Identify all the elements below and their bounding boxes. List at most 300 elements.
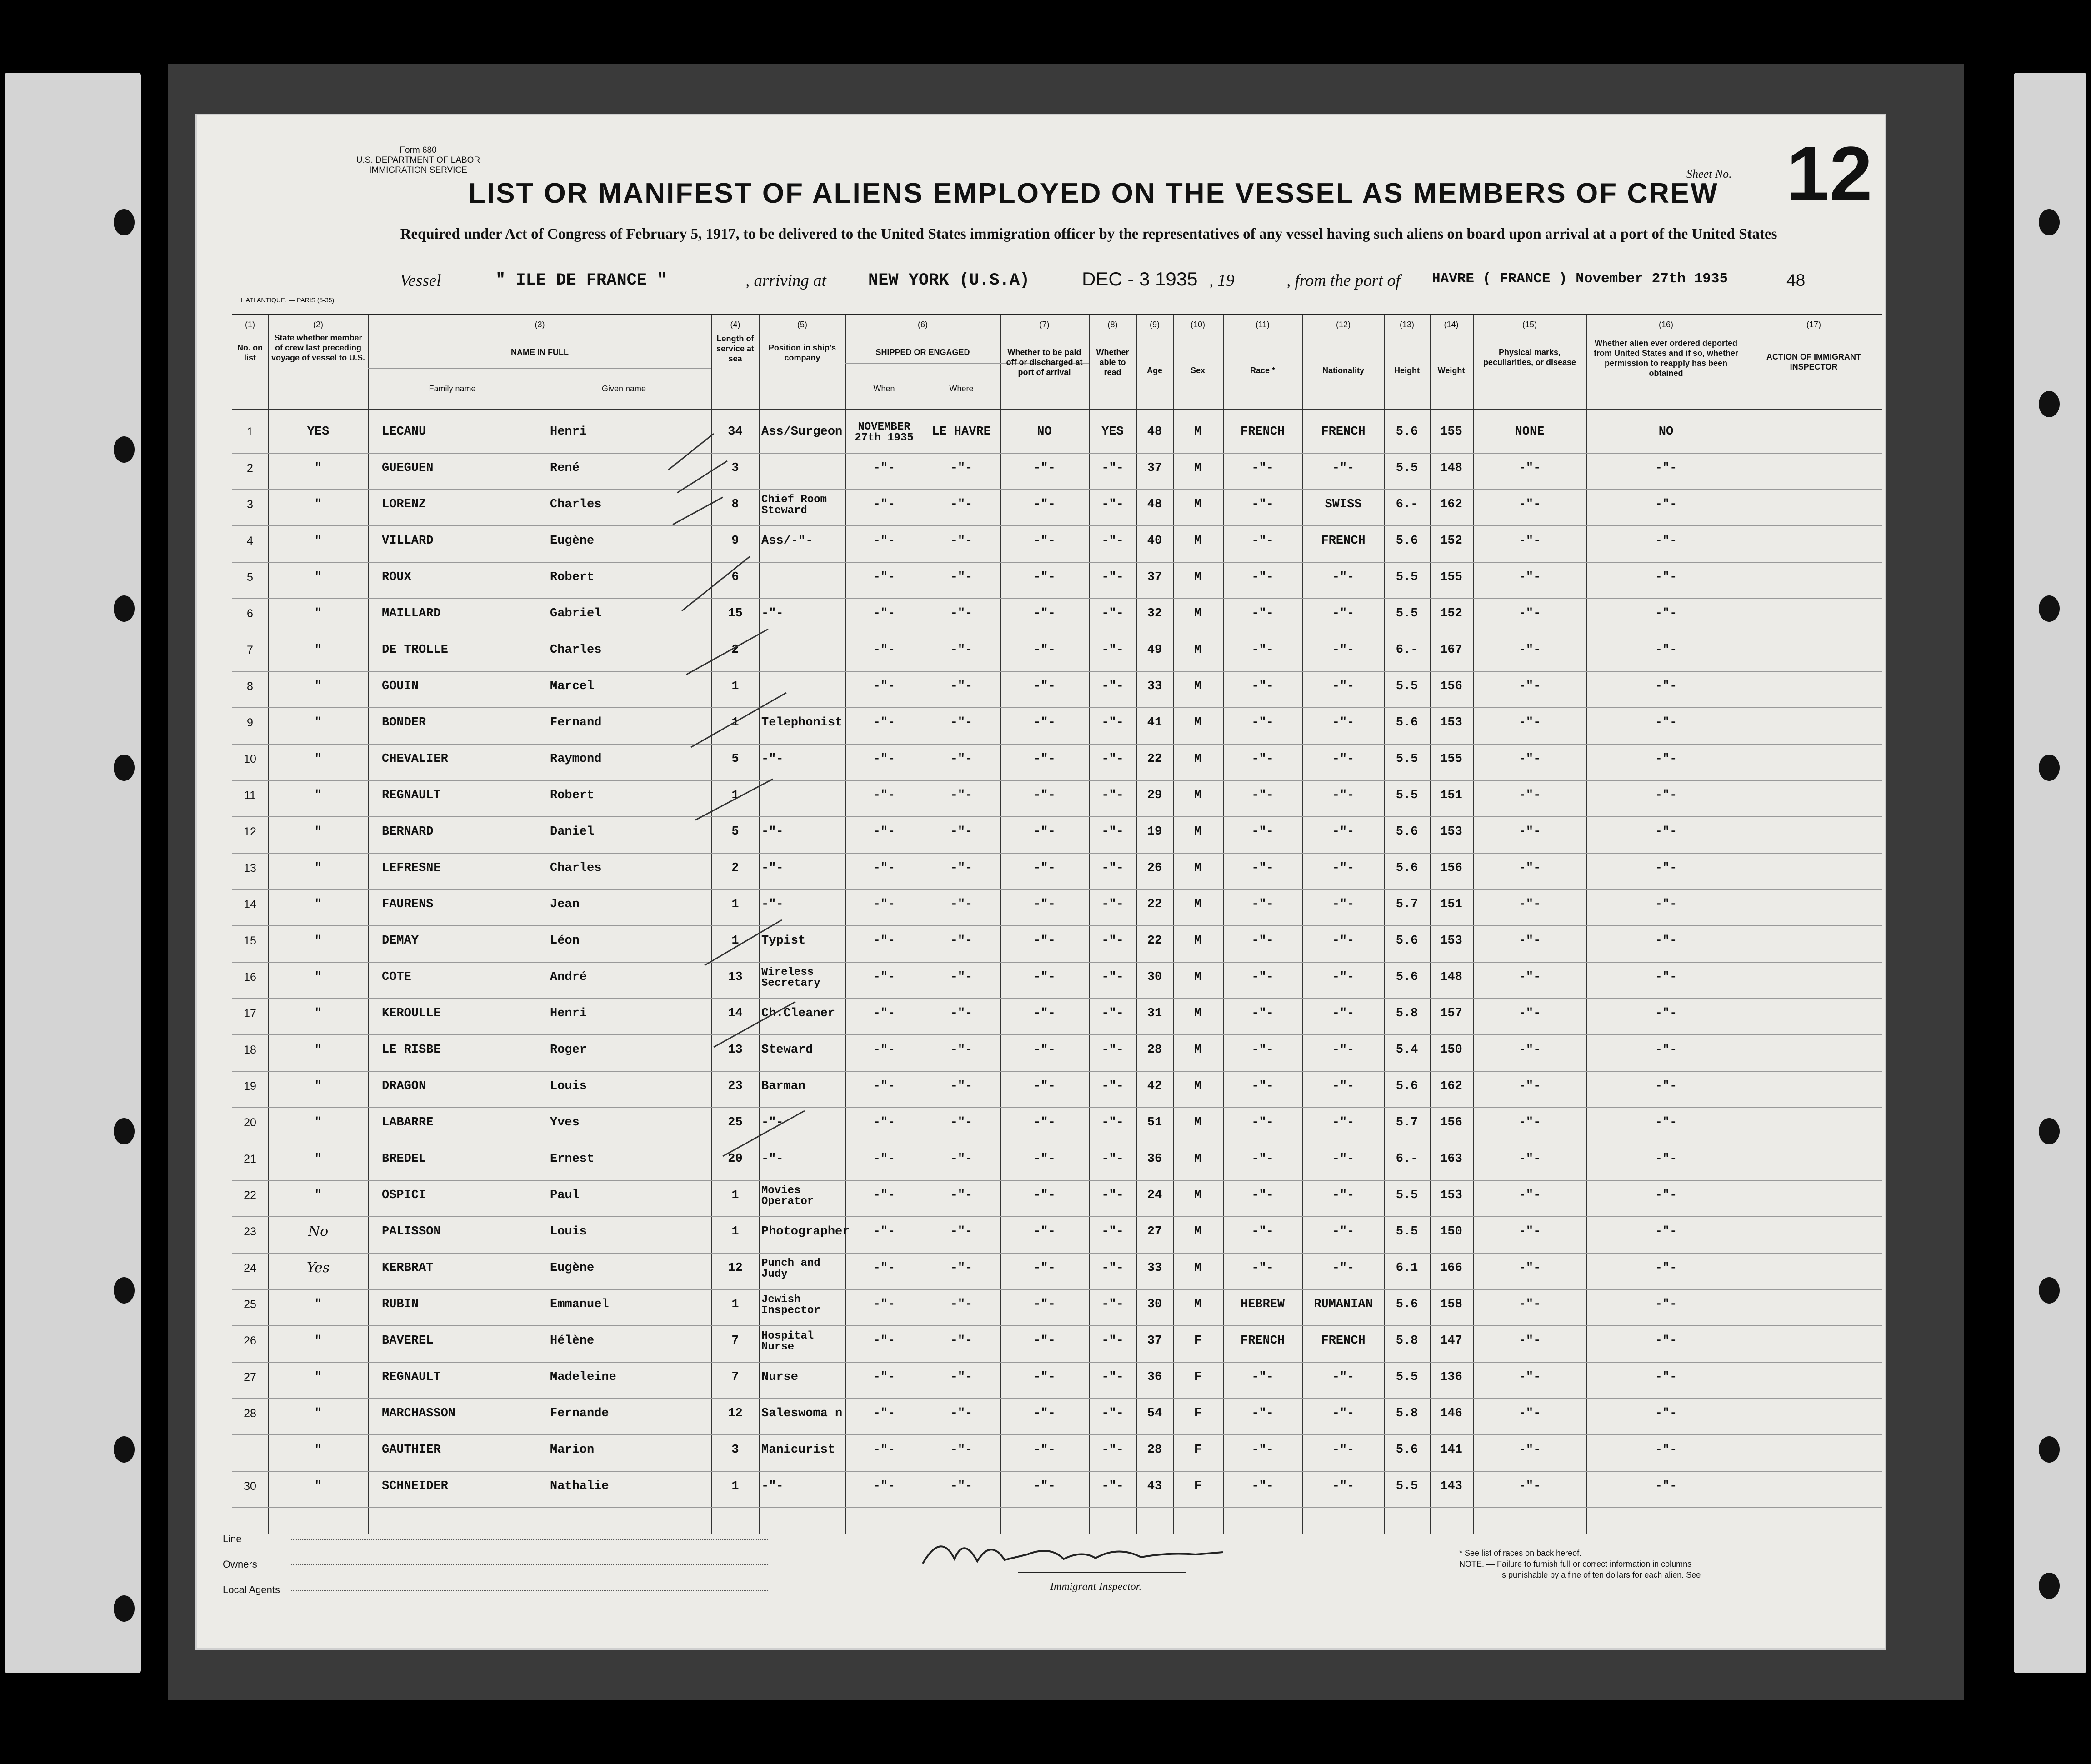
cell-marks: -"- (1518, 570, 1541, 584)
cell-weight: 156 (1440, 680, 1462, 693)
cell-service: 13 (728, 1043, 743, 1057)
cell-age: 54 (1147, 1407, 1162, 1420)
cell-given: Madeleine (550, 1370, 616, 1384)
cell-no: 6 (247, 607, 253, 620)
cell-age: 27 (1147, 1225, 1162, 1239)
cell-paid: -"- (1033, 1334, 1056, 1348)
cell-paid: -"- (1033, 1443, 1056, 1457)
cell-read: -"- (1101, 461, 1124, 475)
cell-when: -"- (873, 1043, 895, 1057)
cell-paid: -"- (1033, 643, 1056, 657)
cell-race: -"- (1251, 498, 1274, 511)
cell-sex: F (1194, 1443, 1202, 1457)
cell-age: 49 (1147, 643, 1162, 657)
cell-race: -"- (1251, 934, 1274, 948)
cell-service: 3 (731, 461, 739, 475)
binder-hole-icon (114, 755, 135, 781)
cell-race: -"- (1251, 1079, 1274, 1093)
cell-nationality: -"- (1332, 752, 1355, 766)
cell-height: 5.5 (1396, 461, 1418, 475)
cell-family: VILLARD (382, 534, 434, 548)
cell-age: 42 (1147, 1079, 1162, 1093)
cell-position: Hospital Nurse (761, 1330, 814, 1353)
cell-weight: 162 (1440, 1079, 1462, 1093)
cell-sex: M (1194, 1261, 1202, 1275)
cell-given: René (550, 461, 580, 475)
cell-service: 9 (731, 534, 739, 548)
cell-height: 5.6 (1396, 861, 1418, 875)
cell-read: -"- (1101, 1261, 1124, 1275)
cell-race: -"- (1251, 970, 1274, 984)
cell-sex: M (1194, 607, 1202, 620)
cell-deported: -"- (1655, 461, 1677, 475)
cell-height: 5.8 (1396, 1334, 1418, 1348)
binder-hole-icon (2039, 595, 2060, 622)
cell-weight: 143 (1440, 1479, 1462, 1493)
cell-weight: 152 (1440, 607, 1462, 620)
col-2-number: (2) (313, 320, 323, 329)
cell-paid: -"- (1033, 1043, 1056, 1057)
cell-deported: -"- (1655, 1443, 1677, 1457)
cell-race: -"- (1251, 643, 1274, 657)
cell-nationality: -"- (1332, 1479, 1355, 1493)
cell-where: -"- (950, 1225, 973, 1239)
cell-family: BONDER (382, 716, 426, 730)
cell-given: Paul (550, 1189, 580, 1202)
cell-service: 23 (728, 1079, 743, 1093)
cell-where: LE HAVRE (932, 425, 991, 439)
cell-deported: -"- (1655, 789, 1677, 802)
cell-nationality: -"- (1332, 1407, 1355, 1420)
cell-no: 22 (244, 1189, 256, 1202)
cell-deported: -"- (1655, 934, 1677, 948)
cell-read: -"- (1101, 898, 1124, 911)
cell-where: -"- (950, 1261, 973, 1275)
cell-nationality: -"- (1332, 1152, 1355, 1166)
cell-when: -"- (873, 1079, 895, 1093)
cell-marks: -"- (1518, 1116, 1541, 1129)
col-17-number: (17) (1806, 320, 1821, 329)
cell-nationality: -"- (1332, 825, 1355, 839)
cell-deported: -"- (1655, 534, 1677, 548)
cell-marks: -"- (1518, 643, 1541, 657)
cell-member: " (314, 789, 322, 802)
cell-sex: F (1194, 1370, 1202, 1384)
cell-position: Saleswoma n (761, 1407, 843, 1420)
row-rule (232, 598, 1882, 599)
row-rule (232, 1398, 1882, 1399)
cell-given: Hélène (550, 1334, 595, 1348)
header-weight: Weight (1437, 366, 1465, 375)
cell-service: 25 (728, 1116, 743, 1129)
cell-member: " (314, 570, 322, 584)
col-4-number: (4) (730, 320, 740, 329)
cell-weight: 151 (1440, 898, 1462, 911)
cell-sex: M (1194, 643, 1202, 657)
row-rule (232, 1180, 1882, 1181)
cell-member: " (314, 1152, 322, 1166)
cell-family: REGNAULT (382, 1370, 441, 1384)
crew-table (232, 314, 1882, 1534)
cell-age: 22 (1147, 934, 1162, 948)
header-name-in-full: NAME IN FULL (511, 348, 569, 357)
cell-member: " (314, 498, 322, 511)
cell-position: Nurse (761, 1370, 799, 1384)
cell-age: 30 (1147, 970, 1162, 984)
cell-weight: 153 (1440, 716, 1462, 730)
row-rule (232, 1434, 1882, 1435)
cell-sex: M (1194, 1225, 1202, 1239)
cell-weight: 155 (1440, 425, 1462, 439)
cell-given: Henri (550, 425, 587, 439)
cell-race: -"- (1251, 1443, 1274, 1457)
cell-given: Louis (550, 1225, 587, 1239)
cell-given: Gabriel (550, 607, 602, 620)
cell-age: 37 (1147, 570, 1162, 584)
cell-height: 5.6 (1396, 970, 1418, 984)
cell-age: 22 (1147, 898, 1162, 911)
cell-sex: M (1194, 716, 1202, 730)
legal-subtitle: Required under Act of Congress of February 5, 1917, to be delivered to the United States immigration officer by the representatives of any vessel having such aliens on board upon arrival at a port of the United States (400, 226, 1777, 242)
cell-no: 2 (247, 462, 253, 475)
col-13-number: (13) (1399, 320, 1414, 329)
cell-no: 27 (244, 1371, 256, 1384)
binder-hole-icon (2039, 1436, 2060, 1463)
header-where: Where (949, 384, 974, 393)
cell-nationality: -"- (1332, 970, 1355, 984)
cell-no: 9 (247, 716, 253, 729)
cell-read: -"- (1101, 1225, 1124, 1239)
cell-member: " (314, 1479, 322, 1493)
cell-age: 19 (1147, 825, 1162, 839)
cell-family: DRAGON (382, 1079, 426, 1093)
cell-family: GUEGUEN (382, 461, 434, 475)
cell-service: 34 (728, 425, 743, 439)
cell-sex: M (1194, 1189, 1202, 1202)
col-8-number: (8) (1107, 320, 1118, 329)
cell-service: 12 (728, 1407, 743, 1420)
cell-position: -"- (761, 898, 784, 911)
form-identifier (345, 145, 491, 175)
cell-where: -"- (950, 1407, 973, 1420)
binder-hole-icon (114, 1595, 135, 1622)
cell-weight: 153 (1440, 825, 1462, 839)
cell-read: -"- (1101, 534, 1124, 548)
cell-weight: 141 (1440, 1443, 1462, 1457)
binder-hole-icon (114, 1436, 135, 1463)
cell-read: -"- (1101, 1152, 1124, 1166)
cell-sex: M (1194, 898, 1202, 911)
cell-where: -"- (950, 643, 973, 657)
cell-given: Eugène (550, 534, 595, 548)
cell-height: 5.7 (1396, 1116, 1418, 1129)
owners-label: Owners (223, 1559, 257, 1570)
cell-marks: -"- (1518, 716, 1541, 730)
cell-given: Louis (550, 1079, 587, 1093)
cell-family: CHEVALIER (382, 752, 448, 766)
row-rule (232, 1071, 1882, 1072)
cell-nationality: -"- (1332, 934, 1355, 948)
cell-sex: M (1194, 680, 1202, 693)
inspector-signature (914, 1527, 1232, 1577)
header-nationality: Nationality (1322, 366, 1364, 375)
cell-read: -"- (1101, 789, 1124, 802)
cell-height: 5.5 (1396, 607, 1418, 620)
cell-race: -"- (1251, 1407, 1274, 1420)
cell-height: 6.- (1396, 643, 1418, 657)
cell-race: FRENCH (1240, 1334, 1285, 1348)
cell-given: Daniel (550, 825, 595, 839)
cell-when: -"- (873, 498, 895, 511)
row-rule (232, 1325, 1882, 1326)
cell-height: 5.4 (1396, 1043, 1418, 1057)
cell-when: -"- (873, 970, 895, 984)
col-16-number: (16) (1658, 320, 1673, 329)
binder-hole-icon (2039, 1118, 2060, 1144)
cell-race: -"- (1251, 716, 1274, 730)
cell-family: MARCHASSON (382, 1407, 456, 1420)
cell-paid: -"- (1033, 680, 1056, 693)
cell-nationality: -"- (1332, 461, 1355, 475)
cell-no: 19 (244, 1080, 256, 1093)
cell-age: 33 (1147, 680, 1162, 693)
cell-given: Jean (550, 898, 580, 911)
cell-height: 5.5 (1396, 752, 1418, 766)
cell-race: -"- (1251, 789, 1274, 802)
manifest-sheet (195, 114, 1886, 1650)
cell-weight: 147 (1440, 1334, 1462, 1348)
row-rule (232, 562, 1882, 563)
cell-family: LECANU (382, 425, 426, 439)
binder-hole-icon (114, 595, 135, 622)
cell-marks: -"- (1518, 1152, 1541, 1166)
cell-height: 5.7 (1396, 898, 1418, 911)
cell-member: " (314, 1189, 322, 1202)
cell-height: 5.5 (1396, 1225, 1418, 1239)
cell-when: -"- (873, 570, 895, 584)
cell-no: 13 (244, 862, 256, 875)
cell-marks: -"- (1518, 752, 1541, 766)
cell-deported: -"- (1655, 498, 1677, 511)
cell-where: -"- (950, 898, 973, 911)
department-name: U.S. DEPARTMENT OF LABOR (356, 155, 480, 165)
cell-marks: -"- (1518, 970, 1541, 984)
row-rule (232, 744, 1882, 745)
cell-member: " (314, 1370, 322, 1384)
cell-member: " (314, 1043, 322, 1057)
cell-deported: -"- (1655, 1079, 1677, 1093)
date-stamp: DEC - 3 1935 (1082, 268, 1198, 290)
cell-member: " (314, 934, 322, 948)
cell-family: RUBIN (382, 1298, 419, 1311)
cell-deported: -"- (1655, 1043, 1677, 1057)
cell-member: " (314, 970, 322, 984)
cell-given: Léon (550, 934, 580, 948)
cell-race: FRENCH (1240, 425, 1285, 439)
cell-race: HEBREW (1240, 1298, 1285, 1311)
cell-no: 14 (244, 898, 256, 911)
cell-no: 1 (247, 425, 253, 438)
cell-marks: -"- (1518, 1007, 1541, 1020)
cell-deported: -"- (1655, 1298, 1677, 1311)
cell-read: -"- (1101, 607, 1124, 620)
cell-marks: -"- (1518, 680, 1541, 693)
row-rule (232, 925, 1882, 926)
cell-paid: -"- (1033, 1479, 1056, 1493)
cell-paid: -"- (1033, 498, 1056, 511)
cell-position: Ass/Surgeon (761, 425, 843, 439)
vessel-name: " ILE DE FRANCE " (495, 271, 667, 290)
cell-position: -"- (761, 1116, 784, 1129)
cell-weight: 156 (1440, 1116, 1462, 1129)
cell-read: -"- (1101, 716, 1124, 730)
cell-service: 13 (728, 970, 743, 984)
cell-race: -"- (1251, 1261, 1274, 1275)
cell-nationality: -"- (1332, 607, 1355, 620)
cell-no: 3 (247, 498, 253, 511)
cell-age: 48 (1147, 425, 1162, 439)
cell-family: LEFRESNE (382, 861, 441, 875)
cell-family: BAVEREL (382, 1334, 434, 1348)
cell-read: -"- (1101, 1043, 1124, 1057)
cell-weight: 146 (1440, 1407, 1462, 1420)
cell-deported: -"- (1655, 1261, 1677, 1275)
cell-no: 10 (244, 753, 256, 765)
cell-age: 32 (1147, 607, 1162, 620)
cell-given: Fernande (550, 1407, 609, 1420)
cell-height: 6.1 (1396, 1261, 1418, 1275)
cell-position: -"- (761, 1479, 784, 1493)
cell-no: 16 (244, 971, 256, 984)
cell-read: -"- (1101, 570, 1124, 584)
cell-member: " (314, 643, 322, 657)
cell-deported: NO (1658, 425, 1674, 439)
cell-marks: -"- (1518, 1225, 1541, 1239)
cell-sex: M (1194, 425, 1202, 439)
cell-service: 2 (731, 643, 739, 657)
cell-when: -"- (873, 716, 895, 730)
cell-weight: 153 (1440, 1189, 1462, 1202)
binder-hole-icon (114, 209, 135, 235)
cell-given: Roger (550, 1043, 587, 1057)
cell-no: 21 (244, 1153, 256, 1165)
cell-race: -"- (1251, 1479, 1274, 1493)
cell-read: -"- (1101, 861, 1124, 875)
cell-weight: 157 (1440, 1007, 1462, 1020)
penalty-note-1: NOTE. — Failure to furnish full or correct information in columns (1459, 1559, 1692, 1569)
cell-weight: 155 (1440, 752, 1462, 766)
cell-deported: -"- (1655, 825, 1677, 839)
cell-marks: -"- (1518, 1261, 1541, 1275)
cell-paid: -"- (1033, 1261, 1056, 1275)
cell-member: " (314, 1298, 322, 1311)
cell-sex: M (1194, 825, 1202, 839)
cell-marks: -"- (1518, 461, 1541, 475)
cell-when: -"- (873, 680, 895, 693)
cell-given: Raymond (550, 752, 602, 766)
cell-when: -"- (873, 1407, 895, 1420)
cell-member: " (314, 680, 322, 693)
row-rule (232, 1507, 1882, 1508)
cell-read: -"- (1101, 680, 1124, 693)
sheet-label: Sheet No. (1686, 167, 1732, 180)
cell-when: -"- (873, 789, 895, 802)
cell-deported: -"- (1655, 898, 1677, 911)
cell-no: 26 (244, 1334, 256, 1347)
cell-no: 7 (247, 644, 253, 656)
cell-given: Yves (550, 1116, 580, 1129)
cell-sex: M (1194, 934, 1202, 948)
cell-member: Yes (306, 1260, 330, 1276)
left-binder-strip (5, 73, 141, 1673)
cell-nationality: -"- (1332, 1079, 1355, 1093)
cell-family: LORENZ (382, 498, 426, 511)
cell-when: -"- (873, 1116, 895, 1129)
cell-race: -"- (1251, 1152, 1274, 1166)
cell-sex: M (1194, 534, 1202, 548)
cell-weight: 151 (1440, 789, 1462, 802)
cell-family: ROUX (382, 570, 411, 584)
cell-where: -"- (950, 1043, 973, 1057)
cell-no: 23 (244, 1225, 256, 1238)
cell-weight: 155 (1440, 570, 1462, 584)
cell-no: 8 (247, 680, 253, 693)
row-rule (232, 671, 1882, 672)
cell-no: 4 (247, 535, 253, 547)
footer-fields (223, 1526, 768, 1603)
cell-weight: 148 (1440, 461, 1462, 475)
cell-nationality: -"- (1332, 861, 1355, 875)
cell-read: -"- (1101, 1116, 1124, 1129)
races-note: * See list of races on back hereof. (1459, 1549, 1582, 1558)
cell-nationality: -"- (1332, 1007, 1355, 1020)
cell-when: -"- (873, 1443, 895, 1457)
cell-where: -"- (950, 570, 973, 584)
cell-where: -"- (950, 1370, 973, 1384)
cell-no: 20 (244, 1116, 256, 1129)
cell-service: 3 (731, 1443, 739, 1457)
col-15-number: (15) (1522, 320, 1537, 329)
cell-sex: M (1194, 1043, 1202, 1057)
cell-given: Eugène (550, 1261, 595, 1275)
header-shipped-or-engaged: SHIPPED OR ENGAGED (875, 348, 970, 357)
cell-where: -"- (950, 861, 973, 875)
cell-paid: -"- (1033, 1370, 1056, 1384)
cell-height: 5.6 (1396, 534, 1418, 548)
cell-weight: 153 (1440, 934, 1462, 948)
header-given-name: Given name (601, 384, 646, 393)
cell-race: -"- (1251, 461, 1274, 475)
cell-where: -"- (950, 970, 973, 984)
header-physical-marks: Physical marks, peculiarities, or disease (1483, 348, 1576, 367)
cell-race: -"- (1251, 570, 1274, 584)
cell-race: -"- (1251, 1007, 1274, 1020)
cell-where: -"- (950, 1116, 973, 1129)
cell-given: Robert (550, 570, 595, 584)
cell-service: 12 (728, 1261, 743, 1275)
cell-nationality: -"- (1332, 898, 1355, 911)
cell-position: Ass/-"- (761, 534, 813, 548)
binder-hole-icon (2039, 391, 2060, 417)
cell-height: 5.5 (1396, 1189, 1418, 1202)
cell-service: 1 (731, 789, 739, 802)
cell-member: " (314, 1007, 322, 1020)
cell-family: REGNAULT (382, 789, 441, 802)
cell-when: -"- (873, 1479, 895, 1493)
row-rule (232, 525, 1882, 526)
cell-sex: F (1194, 1334, 1202, 1348)
penalty-note-2: is punishable by a fine of ten dollars for each alien. See (1500, 1570, 1701, 1579)
